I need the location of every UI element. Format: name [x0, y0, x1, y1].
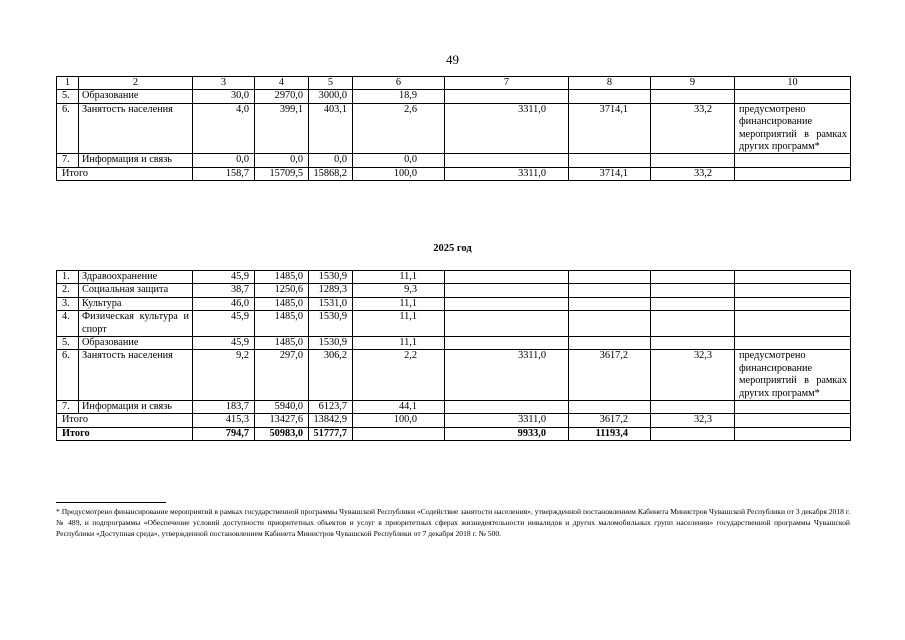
table-cell: 403,1: [309, 103, 353, 154]
table-body: [57, 271, 851, 441]
table-cell: 0,0: [193, 154, 255, 167]
table-cell: 3617,2: [569, 350, 651, 401]
table-row: [57, 90, 851, 103]
table-cell: [569, 284, 651, 297]
table-cell: [569, 401, 651, 414]
table-cell: [569, 154, 651, 167]
table-cell: Физическая культура и спорт: [79, 311, 193, 337]
table-cell: [445, 311, 569, 337]
table-cell: 1: [57, 77, 79, 90]
table-cell: [353, 427, 445, 440]
table-cell: [651, 311, 735, 337]
table-cell: 2,6: [353, 103, 445, 154]
table-cell: 3311,0: [445, 103, 569, 154]
table-cell: 5.: [57, 90, 79, 103]
table-cell: 5.: [57, 337, 79, 350]
table-cell: [735, 90, 851, 103]
table-cell: [735, 154, 851, 167]
table-cell: [651, 90, 735, 103]
table-cell: [569, 271, 651, 284]
table-cell: Образование: [79, 337, 193, 350]
table-cell: 1.: [57, 271, 79, 284]
table-cell: 0,0: [255, 154, 309, 167]
table-row: [57, 103, 851, 154]
table-cell: Итого: [57, 427, 193, 440]
table-cell: Итого: [57, 414, 193, 427]
table-cell: [735, 297, 851, 310]
table-cell: [445, 154, 569, 167]
table-cell: 3617,2: [569, 414, 651, 427]
table-cell: 15709,5: [255, 167, 309, 180]
table-cell: 3714,1: [569, 103, 651, 154]
table-cell: 13427,6: [255, 414, 309, 427]
table-cell: 51777,7: [309, 427, 353, 440]
table-cell: 399,1: [255, 103, 309, 154]
table-cell: 1250,6: [255, 284, 309, 297]
table-row: [57, 350, 851, 401]
table-cell: 4: [255, 77, 309, 90]
table-cell: [569, 297, 651, 310]
footnote: * Предусмотрено финансирование мероприятий в рамках государственной программы Чувашской Республики «Содействие занятости населения», утвержденной постановлением Кабинета Министров Чувашской Республики от 3 декабря 2018 г. № 489, и подпрограммы «Обеспечение условий доступности приоритетных объектов и услуг в приоритетных сферах жизнедеятельности инвалидов и других маломобильных групп населения» государственной программы Чувашской Республики «Доступная среда», утвержденной постановлением Кабинета Министров Чувашской Республики от 7 декабря 2018 г. № 500.: [56, 507, 850, 539]
table-cell: [569, 90, 651, 103]
table-cell: [569, 337, 651, 350]
table-row: [57, 401, 851, 414]
table-cell: 11193,4: [569, 427, 651, 440]
table-row: [57, 297, 851, 310]
table-row: [57, 284, 851, 297]
table-row: [57, 337, 851, 350]
table-cell: 3714,1: [569, 167, 651, 180]
table-cell: [445, 284, 569, 297]
table-cell: предусмотрено финансирование мероприятий в рамках других программ*: [735, 350, 851, 401]
table-cell: [735, 271, 851, 284]
table-cell: Образование: [79, 90, 193, 103]
table-cell: 13842,9: [309, 414, 353, 427]
table-cell: 1485,0: [255, 337, 309, 350]
page-number: 49: [446, 52, 459, 67]
table-cell: 5940,0: [255, 401, 309, 414]
table-cell: 6.: [57, 103, 79, 154]
table-cell: [445, 337, 569, 350]
table-cell: 0,0: [309, 154, 353, 167]
table-cell: [651, 401, 735, 414]
table-cell: 1485,0: [255, 297, 309, 310]
table-cell: 3000,0: [309, 90, 353, 103]
table-cell: [735, 414, 851, 427]
total-row: [57, 167, 851, 180]
table-cell: 6.: [57, 350, 79, 401]
table-cell: 1530,9: [309, 337, 353, 350]
table-cell: 33,2: [651, 167, 735, 180]
table-cell: [735, 337, 851, 350]
table-cell: Итого: [57, 167, 193, 180]
table-cell: [445, 297, 569, 310]
table-cell: 9: [651, 77, 735, 90]
table-cell: 30,0: [193, 90, 255, 103]
table-cell: 38,7: [193, 284, 255, 297]
table-cell: [651, 154, 735, 167]
table-cell: 11,1: [353, 271, 445, 284]
table-cell: [735, 311, 851, 337]
table-cell: 11,1: [353, 311, 445, 337]
table-cell: 3: [193, 77, 255, 90]
table-2024-continued: [56, 76, 851, 181]
table-cell: 306,2: [309, 350, 353, 401]
table-cell: 32,3: [651, 414, 735, 427]
total-row: [57, 414, 851, 427]
table-cell: 415,3: [193, 414, 255, 427]
table-cell: [651, 427, 735, 440]
table-cell: 46,0: [193, 297, 255, 310]
table-cell: 11,1: [353, 337, 445, 350]
table-cell: 2970,0: [255, 90, 309, 103]
table-cell: 2,2: [353, 350, 445, 401]
table-cell: 158,7: [193, 167, 255, 180]
table-cell: [735, 427, 851, 440]
table-cell: Культура: [79, 297, 193, 310]
table-cell: Занятость населения: [79, 350, 193, 401]
table-cell: 100,0: [353, 167, 445, 180]
table-cell: [651, 337, 735, 350]
table-body: [57, 77, 851, 181]
table-cell: 3.: [57, 297, 79, 310]
table-cell: 297,0: [255, 350, 309, 401]
table-row: [57, 311, 851, 337]
table-2025: [56, 270, 851, 441]
table-cell: 5: [309, 77, 353, 90]
table-cell: 7: [445, 77, 569, 90]
table-cell: 2.: [57, 284, 79, 297]
table-cell: 0,0: [353, 154, 445, 167]
table-cell: [569, 311, 651, 337]
table-cell: 10: [735, 77, 851, 90]
table-cell: 32,3: [651, 350, 735, 401]
table-cell: 183,7: [193, 401, 255, 414]
table-cell: [651, 271, 735, 284]
table-cell: [445, 271, 569, 284]
table-cell: 45,9: [193, 337, 255, 350]
grand-total-row: [57, 427, 851, 440]
table-cell: Информация и связь: [79, 154, 193, 167]
table-cell: 794,7: [193, 427, 255, 440]
table-cell: [445, 401, 569, 414]
table-cell: 11,1: [353, 297, 445, 310]
table-cell: 9933,0: [445, 427, 569, 440]
table-cell: 7.: [57, 401, 79, 414]
table-cell: 1289,3: [309, 284, 353, 297]
table-cell: [445, 90, 569, 103]
table-cell: 44,1: [353, 401, 445, 414]
table-cell: Информация и связь: [79, 401, 193, 414]
table-cell: 9,3: [353, 284, 445, 297]
table-cell: 1530,9: [309, 311, 353, 337]
table-cell: предусмотрено финансирование мероприятий в рамках других программ*: [735, 103, 851, 154]
table-cell: 50983,0: [255, 427, 309, 440]
table-cell: [735, 284, 851, 297]
table-cell: 9,2: [193, 350, 255, 401]
table-cell: 15868,2: [309, 167, 353, 180]
table-cell: Здравоохранение: [79, 271, 193, 284]
table-cell: 1485,0: [255, 311, 309, 337]
table-cell: 1530,9: [309, 271, 353, 284]
table-cell: 4.: [57, 311, 79, 337]
table-cell: 18,9: [353, 90, 445, 103]
table-cell: 4,0: [193, 103, 255, 154]
table-cell: 6: [353, 77, 445, 90]
table-cell: [735, 401, 851, 414]
table-cell: 45,9: [193, 271, 255, 284]
table-cell: 33,2: [651, 103, 735, 154]
table-cell: 100,0: [353, 414, 445, 427]
table-row: [57, 271, 851, 284]
table-cell: 45,9: [193, 311, 255, 337]
year-heading: 2025 год: [433, 243, 472, 254]
table-cell: [735, 167, 851, 180]
column-number-row: [57, 77, 851, 90]
table-row: [57, 154, 851, 167]
table-cell: 3311,0: [445, 167, 569, 180]
table-cell: [651, 284, 735, 297]
footnote-separator: [56, 502, 166, 503]
table-cell: Социальная защита: [79, 284, 193, 297]
table-cell: 3311,0: [445, 350, 569, 401]
table-cell: 1485,0: [255, 271, 309, 284]
table-cell: 1531,0: [309, 297, 353, 310]
table-cell: 3311,0: [445, 414, 569, 427]
table-cell: 2: [79, 77, 193, 90]
table-cell: [651, 297, 735, 310]
table-cell: Занятость населения: [79, 103, 193, 154]
table-cell: 8: [569, 77, 651, 90]
table-cell: 6123,7: [309, 401, 353, 414]
table-cell: 7.: [57, 154, 79, 167]
